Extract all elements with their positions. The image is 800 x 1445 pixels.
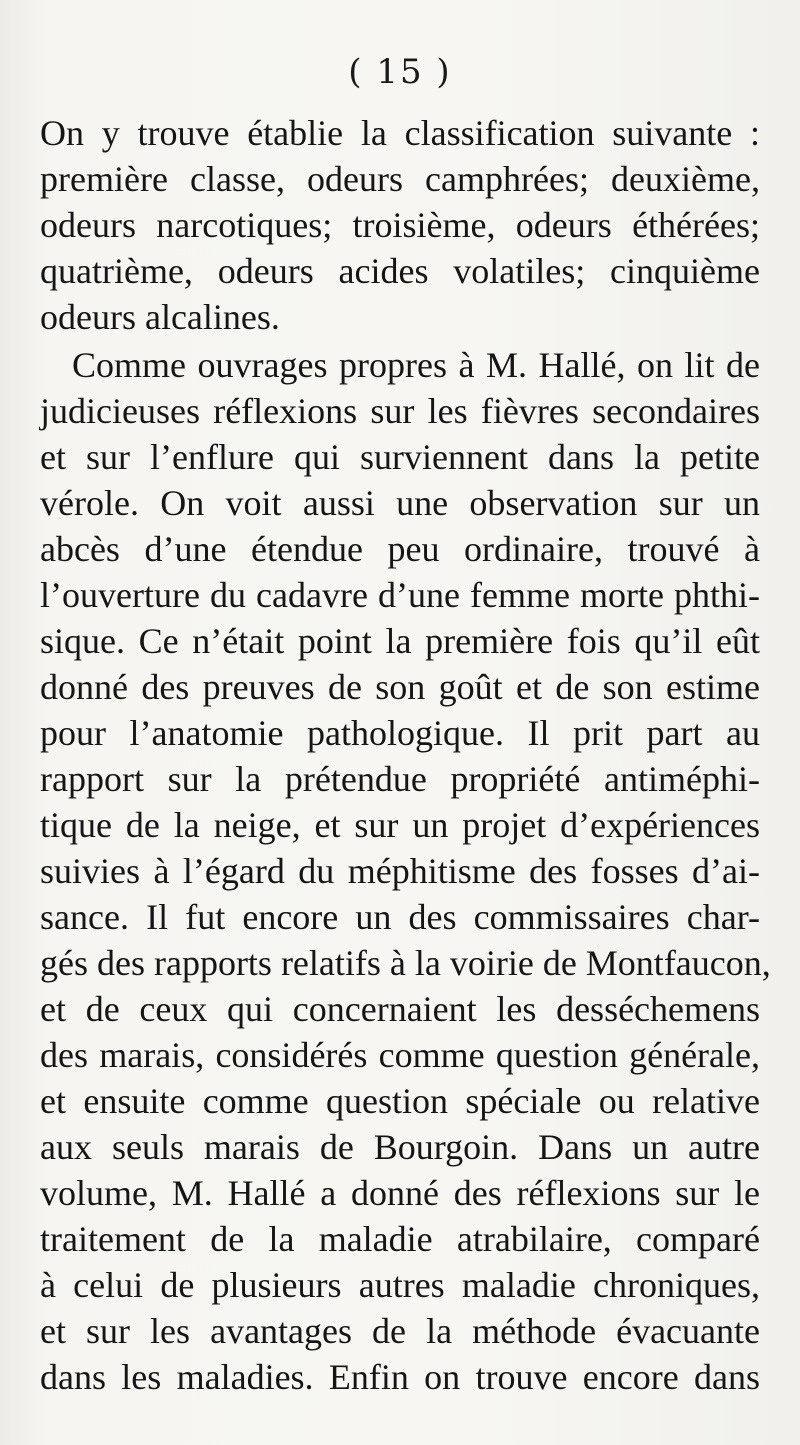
text-line: sance. Il fut encore un des commissaires char- (40, 897, 760, 937)
text-line: et sur les avantages de la méthode évacuante (40, 1311, 760, 1351)
text-line: Comme ouvrages propres à M. Hallé, on lit de (72, 345, 760, 385)
text-line: et sur l’enflure qui surviennent dans la petite (40, 437, 760, 477)
text-line: aux seuls marais de Bourgoin. Dans un autre (40, 1127, 760, 1167)
text-line: judicieuses réflexions sur les fièvres secondaires (40, 391, 760, 431)
text-line: dans les maladies. Enfin on trouve encore dans (40, 1357, 760, 1397)
text-line: On y trouve établie la classification suivante : (40, 113, 760, 153)
text-line: gés des rapports relatifs à la voirie de Montfaucon, (40, 943, 771, 983)
text-line: sique. Ce n’était point la première fois qu’il eût (40, 621, 760, 661)
text-line: et ensuite comme question spéciale ou relative (40, 1081, 760, 1121)
text-line: tique de la neige, et sur un projet d’expériences (40, 805, 760, 845)
text-line: quatrième, odeurs acides volatiles; cinquième (40, 251, 760, 291)
text-line: odeurs narcotiques; troisième, odeurs éthérées; (40, 205, 760, 245)
page-number: ( 15 ) (348, 52, 452, 92)
text-line: odeurs alcalines. (40, 297, 280, 337)
text-line: à celui de plusieurs autres maladie chroniques, (40, 1265, 760, 1305)
text-line: l’ouverture du cadavre d’une femme morte phthi- (40, 575, 760, 615)
text-line: donné des preuves de son goût et de son estime (40, 667, 760, 707)
text-line: suivies à l’égard du méphitisme des fosses d’ai- (40, 851, 760, 891)
text-line: volume, M. Hallé a donné des réflexions sur le (40, 1173, 760, 1213)
text-line: et de ceux qui concernaient les desséchemens (40, 989, 760, 1029)
text-line: abcès d’une étendue peu ordinaire, trouvé à (40, 529, 760, 569)
text-line: des marais, considérés comme question générale, (40, 1035, 760, 1075)
text-line: première classe, odeurs camphrées; deuxième, (40, 159, 760, 199)
text-line: traitement de la maladie atrabilaire, comparé (40, 1219, 760, 1259)
text-line: pour l’anatomie pathologique. Il prit part au (40, 713, 760, 753)
text-line: vérole. On voit aussi une observation sur un (40, 483, 760, 523)
text-line: rapport sur la prétendue propriété antiméphi- (40, 759, 760, 799)
